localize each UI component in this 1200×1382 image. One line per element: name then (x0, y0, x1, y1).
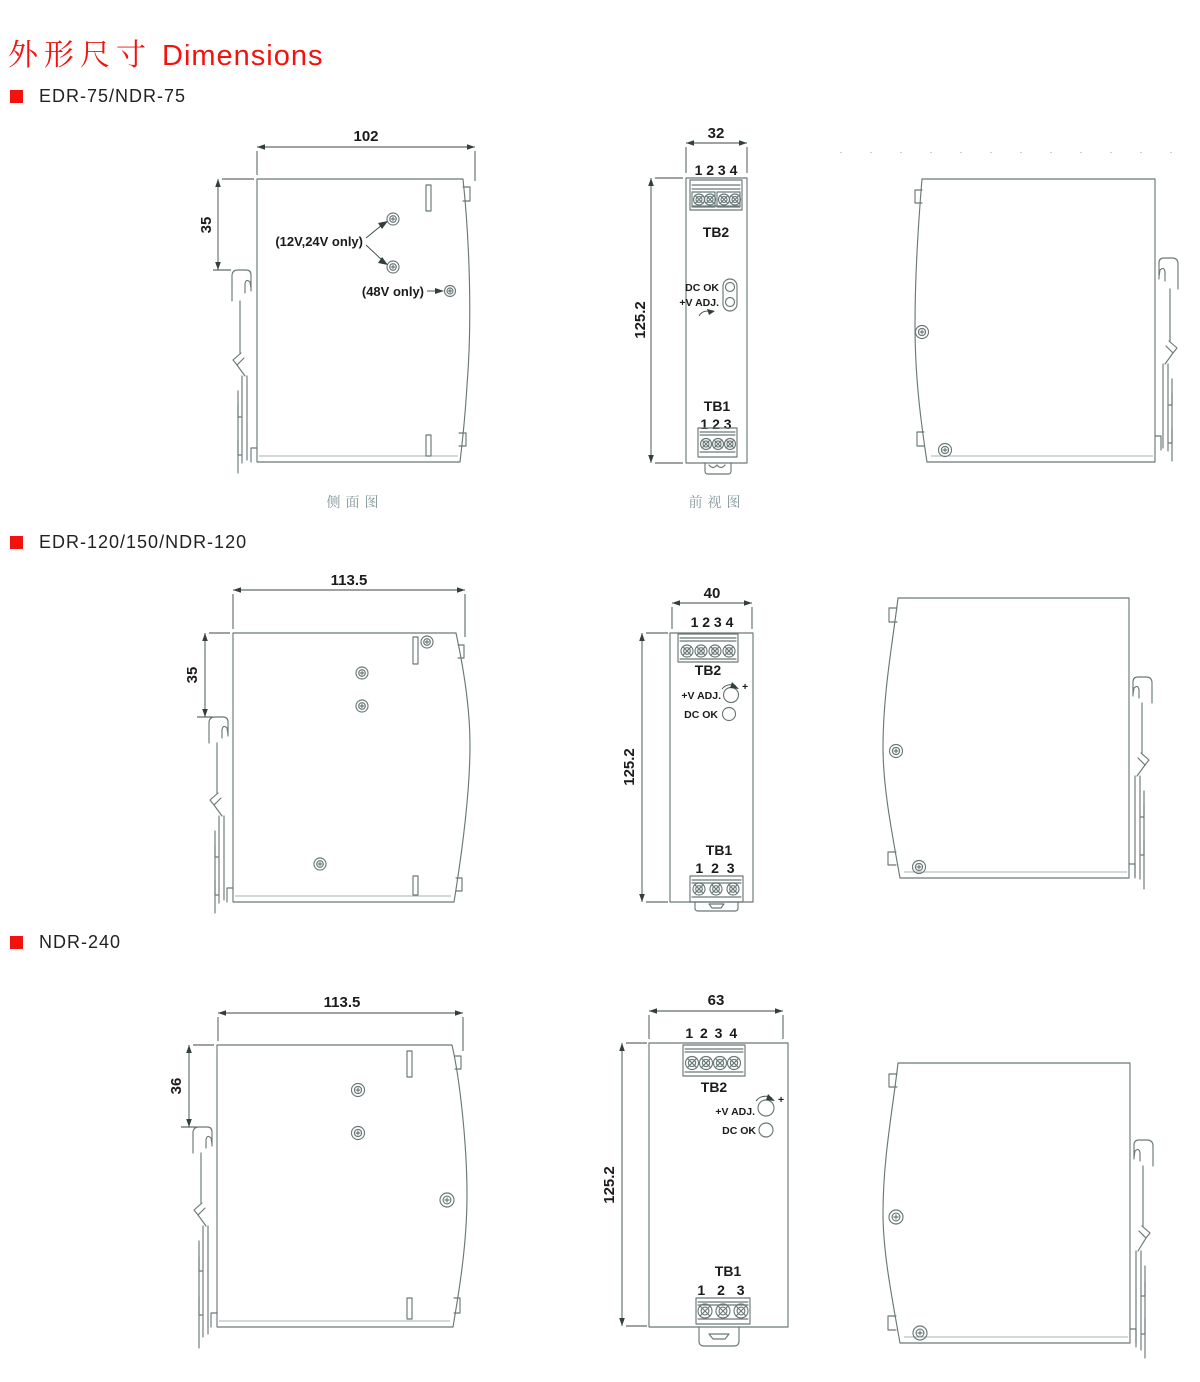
terminal-screw-icon (714, 1057, 727, 1070)
dc-ok-label: DC OK (685, 282, 719, 294)
tb1-label: TB1 (703, 398, 731, 414)
dc-ok-label: DC OK (684, 709, 718, 721)
screw-icon (913, 1326, 927, 1340)
section-header-ndr240 (10, 932, 121, 953)
dimension-width (233, 572, 465, 637)
screw-icon (387, 213, 399, 225)
tb1-pin-numbers: 1 2 3 (697, 1282, 749, 1298)
red-square-bullet-icon (10, 936, 23, 949)
dimension-width (257, 128, 475, 181)
front-view-caption: 前视图 (688, 496, 746, 511)
din-rail-clip (193, 1127, 217, 1348)
dc-ok-led-icon (723, 708, 736, 721)
screw-icon (916, 326, 929, 339)
din-rail-clip (209, 717, 233, 913)
screw-icon (356, 700, 368, 712)
red-square-bullet-icon (10, 90, 23, 103)
bottom-din-tab (705, 463, 731, 474)
indicator-panel (679, 279, 737, 316)
terminal-screw-icon (698, 1304, 712, 1318)
model-name: NDR-240 (39, 932, 122, 952)
terminal-screw-icon (700, 1057, 713, 1070)
terminal-screw-icon (723, 645, 735, 657)
model-name: EDR-120/150/NDR-120 (39, 532, 248, 552)
v-adj-label: +V ADJ. (679, 297, 719, 309)
dim-width-label: 102 (353, 128, 379, 145)
page-title (8, 30, 324, 74)
v-adj-pot-icon (758, 1100, 774, 1116)
terminal-screw-icon (693, 883, 705, 895)
device-outline (883, 598, 1129, 878)
page-title-zh: 外形尺寸 (8, 39, 152, 72)
screw-icon (890, 745, 903, 758)
tb2-label: TB2 (694, 662, 722, 678)
section-header-edr75 (10, 86, 186, 107)
device-outline (915, 179, 1155, 462)
dim-rail-label: 36 (168, 1077, 185, 1095)
tb2-pin-numbers: 1 2 3 4 (690, 614, 734, 630)
tb1-pin-numbers: 1 2 3 (695, 860, 737, 876)
edr75-front-view-drawing (632, 115, 810, 515)
dim-width-label: 32 (707, 125, 725, 142)
terminal-screw-icon (695, 645, 707, 657)
indicator-panel (715, 1094, 784, 1137)
terminal-screw-icon (709, 645, 721, 657)
din-rail-clip (232, 270, 257, 473)
section-header-edr120 (10, 532, 247, 553)
din-rail-clip (1129, 677, 1152, 889)
screw-icon (387, 261, 399, 273)
dimension-height (621, 633, 668, 902)
ndr240-side-view-mirrored-drawing (875, 1000, 1200, 1382)
terminal-screw-icon (705, 194, 716, 205)
tb2-pin-numbers: 1 2 3 4 (694, 162, 738, 178)
v-adj-pot-icon (726, 298, 735, 307)
screw-icon (352, 1127, 365, 1140)
dim-height-label: 125.2 (601, 1166, 618, 1204)
device-outline (233, 633, 470, 902)
note-48v (362, 284, 444, 299)
bottom-din-tab (695, 902, 738, 911)
note-low-voltage (275, 221, 388, 265)
dimension-height (632, 178, 683, 463)
tb2-pin-numbers: 1 2 3 4 (685, 1025, 739, 1041)
dimension-height (601, 1043, 647, 1326)
dc-ok-label: DC OK (722, 1125, 756, 1137)
screw-icon (913, 861, 926, 874)
terminal-screw-icon (686, 1057, 699, 1070)
dimension-rail-offset (168, 1045, 214, 1127)
terminal-screw-icon (716, 1304, 730, 1318)
screw-icon (352, 1084, 365, 1097)
terminal-screw-icon (734, 1304, 748, 1318)
ndr240-side-view-drawing (150, 985, 495, 1382)
edr75-side-view-mirrored-drawing (875, 115, 1195, 515)
dim-height-label: 125.2 (632, 301, 649, 339)
dim-height-label: 125.2 (621, 748, 638, 786)
adjust-plus-label: + (742, 681, 749, 693)
edr120-side-view-drawing (180, 572, 510, 930)
dim-width-label: 40 (703, 585, 721, 602)
device-outline (217, 1045, 467, 1327)
indicator-panel (681, 681, 748, 721)
red-square-bullet-icon (10, 536, 23, 549)
din-rail-clip (1155, 258, 1178, 461)
tb2-label: TB2 (702, 224, 730, 240)
screw-icon (939, 444, 952, 457)
v-adj-label: +V ADJ. (715, 1106, 755, 1118)
dim-rail-label: 35 (198, 216, 215, 234)
edr120-front-view-drawing (615, 575, 800, 920)
terminal-screw-icon (710, 883, 722, 895)
screw-icon (445, 286, 456, 297)
screw-icon (314, 858, 326, 870)
edr75-side-view-drawing (198, 115, 495, 515)
dc-ok-led-icon (726, 283, 735, 292)
page-title-en: Dimensions (162, 40, 324, 72)
terminal-screw-icon (730, 194, 741, 205)
dim-width-label: 63 (707, 992, 725, 1009)
terminal-screw-icon (701, 439, 712, 450)
note-48v-label: (48V only) (361, 284, 424, 299)
dc-ok-led-icon (759, 1123, 773, 1137)
terminal-screw-icon (681, 645, 693, 657)
tb1-pin-numbers: 1 2 3 (700, 416, 732, 432)
screw-icon (421, 636, 433, 648)
v-adj-pot-icon (724, 688, 739, 703)
screw-icon (356, 667, 368, 679)
side-view-caption: 侧面图 (326, 496, 384, 511)
terminal-screw-icon (719, 194, 730, 205)
model-name: EDR-75/NDR-75 (39, 86, 187, 106)
dimension-width (218, 994, 463, 1051)
v-adj-label: +V ADJ. (681, 690, 721, 702)
dimension-rail-offset (184, 633, 230, 717)
terminal-screw-icon (694, 194, 705, 205)
tb1-label: TB1 (714, 1263, 742, 1279)
edr120-side-view-mirrored-drawing (875, 575, 1200, 930)
ndr240-front-view-drawing (595, 985, 830, 1382)
din-rail-clip (1130, 1140, 1153, 1358)
tb1-label: TB1 (705, 842, 733, 858)
terminal-screw-icon (725, 439, 736, 450)
adjust-plus-label: + (778, 1094, 785, 1106)
note-low-voltage-label: (12V,24V only) (275, 234, 363, 249)
tb2-label: TB2 (700, 1079, 728, 1095)
dimension-rail-offset (198, 179, 254, 270)
terminal-screw-icon (728, 1057, 741, 1070)
terminal-screw-icon (713, 439, 724, 450)
dim-width-label: 113.5 (323, 994, 361, 1011)
terminal-screw-icon (727, 883, 739, 895)
dim-rail-label: 35 (184, 666, 201, 684)
device-outline (257, 179, 470, 462)
device-outline (883, 1063, 1130, 1343)
bottom-din-tab (699, 1327, 739, 1346)
screw-icon (889, 1210, 903, 1224)
dim-width-label: 113.5 (330, 572, 368, 589)
screw-icon (440, 1193, 454, 1207)
